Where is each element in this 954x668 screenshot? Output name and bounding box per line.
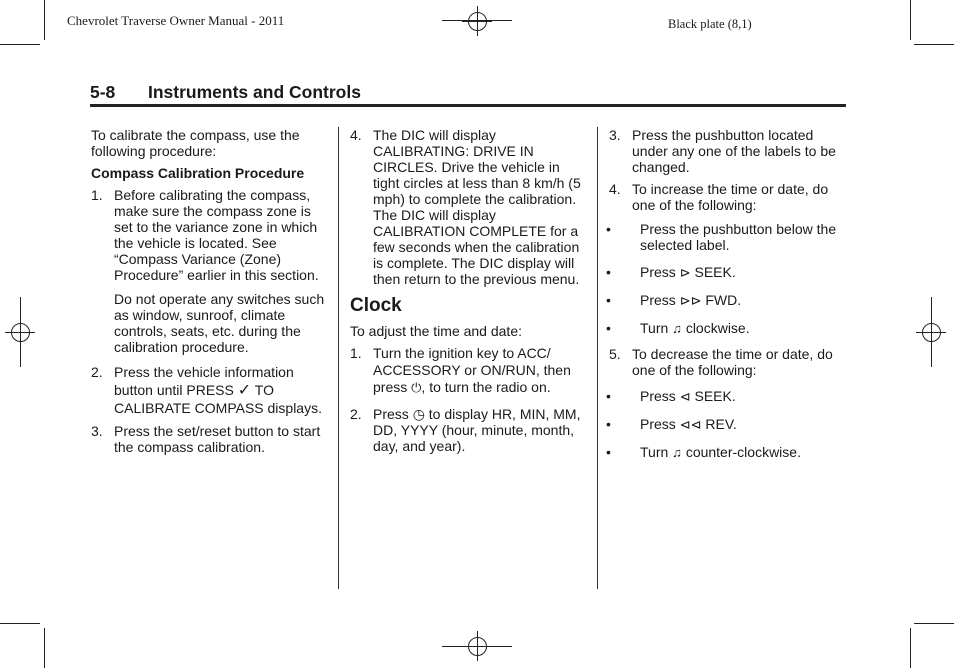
registration-mark-bottom	[462, 631, 492, 661]
list-item	[609, 181, 849, 213]
crop-mark	[910, 628, 911, 668]
column-2	[350, 127, 582, 460]
list-item	[350, 406, 582, 454]
list-text: Before calibrating the compass, make sure the compass zone is set to the variance zone in which the vehicle is located. See “Compass Variance (Zone) Procedure” earlier in this section.	[114, 187, 319, 283]
list-number: 2.	[350, 406, 362, 422]
list-text: Press the vehicle information button until PRESS	[114, 364, 294, 398]
bullet-text: Press	[640, 388, 676, 404]
bullet-dot: •	[606, 292, 611, 308]
list-number: 4.	[609, 181, 621, 197]
list-item	[350, 345, 582, 396]
list-item	[91, 187, 331, 283]
power-icon: ⏻	[411, 380, 422, 395]
crop-mark	[0, 44, 40, 45]
column-divider	[597, 127, 598, 589]
section-number: 5-8	[90, 82, 116, 102]
seek-back-icon: ⊲	[679, 389, 691, 404]
list-number: 4.	[350, 127, 362, 143]
bullet-dot: •	[606, 416, 611, 432]
registration-mark-right	[916, 317, 946, 347]
list-text: The DIC will display CALIBRATING: DRIVE IN CIRCLES. Drive the vehicle in tight circles at less than 8 km/h (5 mph) to complete the calibration. The DIC will display CALIBRATION COMPLETE for a few seconds when the calibration is complete. The DIC display will then return to the previous menu.	[373, 127, 581, 287]
bullet-dot: •	[606, 320, 611, 336]
list-item	[609, 127, 849, 175]
checkmark-icon: ✓	[237, 382, 252, 399]
bullet-item	[586, 320, 849, 337]
list-item	[91, 423, 331, 455]
bullet-text: FWD.	[705, 292, 742, 308]
tune-knob-icon: ♫	[672, 445, 682, 460]
column-divider	[338, 127, 339, 589]
list-number: 3.	[91, 423, 103, 439]
note-text: Do not operate any switches such as window, sunroof, climate controls, seats, etc. during the calibration procedure.	[114, 291, 325, 355]
bullet-dot: •	[606, 264, 611, 280]
bullet-text: Press	[640, 264, 676, 280]
list-text: Press the pushbutton located under any one of the labels to be changed.	[632, 127, 836, 175]
subheading: Compass Calibration Procedure	[91, 165, 305, 181]
list-text: To decrease the time or date, do one of the following:	[632, 346, 833, 378]
crop-mark	[44, 628, 45, 668]
list-text: To increase the time or date, do one of the following:	[632, 181, 829, 213]
clock-heading: Clock	[350, 295, 402, 316]
list-item	[350, 127, 582, 287]
bullet-item	[586, 221, 849, 253]
bullet-item	[586, 264, 849, 281]
intro-text: To calibrate the compass, use the following procedure:	[91, 127, 300, 159]
column-3	[606, 127, 849, 470]
bullet-text: clockwise.	[685, 320, 750, 336]
bullet-text: Press	[640, 416, 676, 432]
bullet-dot: •	[606, 444, 611, 460]
bullet-text: counter-clockwise.	[685, 444, 801, 460]
crop-mark	[910, 0, 911, 40]
bullet-text: Press the pushbutton below the selected label.	[640, 221, 837, 253]
column-1	[91, 127, 331, 461]
section-title: Instruments and Controls	[148, 82, 361, 102]
list-text: , to turn the radio on.	[421, 379, 551, 395]
bullet-dot: •	[606, 221, 611, 237]
bullet-text: Turn	[640, 444, 669, 460]
list-number: 5.	[609, 346, 621, 362]
crop-mark	[914, 44, 954, 45]
list-text: Turn the ignition key to ACC/ ACCESSORY or ON/RUN, then press	[373, 345, 571, 395]
list-number: 2.	[91, 364, 103, 380]
bullet-text: SEEK.	[694, 388, 736, 404]
bullet-item	[586, 292, 849, 309]
list-number: 3.	[609, 127, 621, 143]
bullet-text: Turn	[640, 320, 669, 336]
bullet-item	[586, 444, 849, 461]
book-title: Chevrolet Traverse Owner Manual - 2011	[67, 13, 285, 28]
plate-label: Black plate (8,1)	[668, 17, 752, 31]
tune-knob-icon: ♫	[672, 321, 682, 336]
list-text: Press	[373, 406, 409, 422]
fast-forward-icon: ⊳⊳	[679, 293, 702, 308]
list-text: to display HR, MIN, MM, DD, YYYY (hour, minute, month, day, and year).	[373, 406, 581, 454]
section-header	[90, 80, 846, 107]
registration-mark-top	[462, 6, 492, 36]
crop-mark	[0, 623, 40, 624]
bullet-item	[586, 416, 849, 433]
crop-mark	[44, 0, 45, 40]
list-item	[91, 363, 331, 417]
list-text: Press the set/reset button to start the compass calibration.	[114, 423, 321, 455]
intro-text: To adjust the time and date:	[350, 323, 522, 339]
bullet-text: REV.	[705, 416, 737, 432]
bullet-text: SEEK.	[694, 264, 736, 280]
bullet-text: Press	[640, 292, 676, 308]
bullet-dot: •	[606, 388, 611, 404]
seek-forward-icon: ⊳	[679, 265, 691, 280]
crop-mark	[914, 623, 954, 624]
rewind-icon: ⊲⊲	[679, 417, 702, 432]
list-number: 1.	[350, 345, 362, 361]
clock-icon: ◷	[412, 406, 425, 422]
list-text: TO CALIBRATE COMPASS displays.	[114, 382, 322, 416]
list-item	[609, 346, 849, 378]
list-number: 1.	[91, 187, 103, 203]
registration-mark-left	[5, 317, 35, 347]
bullet-item	[586, 388, 849, 405]
